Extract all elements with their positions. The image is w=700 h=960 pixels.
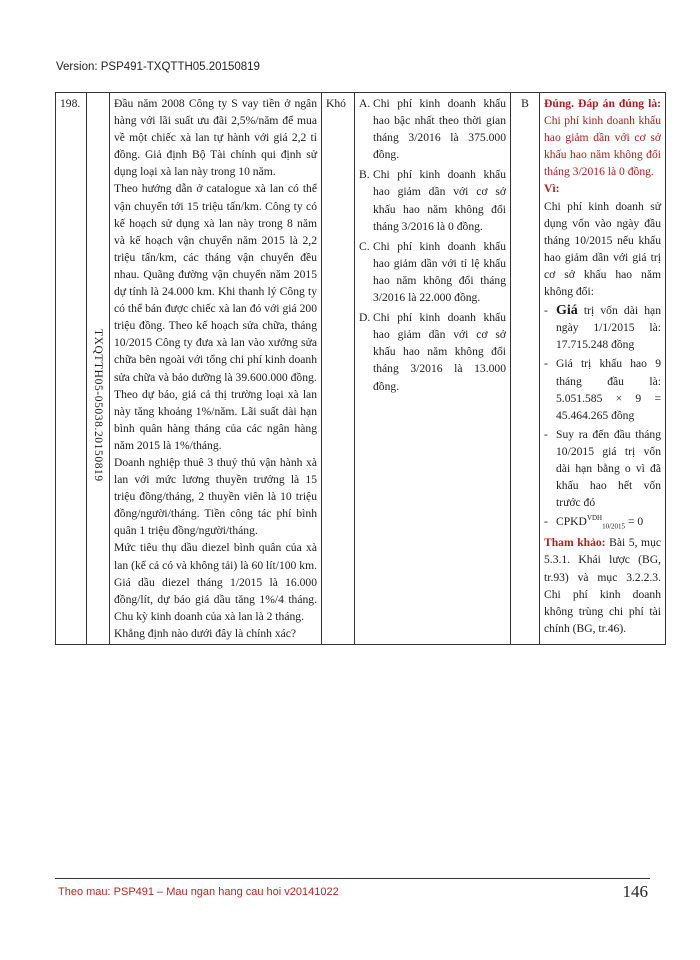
formula-sub: 10/2015 xyxy=(602,522,626,531)
explanation xyxy=(540,93,666,645)
question-number: 198. xyxy=(56,93,87,645)
correct-statement xyxy=(544,95,661,180)
formula-sup: VDH xyxy=(586,514,603,523)
question-paragraph: Mức tiêu thụ dầu diezel bình quân của xà lan (kể cả có và không tải) là 60 lít/100 km. Giá dầu diezel tháng 1/2015 là 16.000 đồng/lít, dự báo giá dầu tăng 1%/4 tháng. Chu kỳ kinh doanh của xà lan là 2 tháng. xyxy=(114,541,317,623)
correct-answer: B xyxy=(511,93,540,645)
correct-text: Chi phí kinh doanh khấu hao giảm dần với cơ sở khấu hao năm không đổi tháng 3/2016 là 0 đồng. xyxy=(544,114,661,179)
reason-label: Vì: xyxy=(544,182,560,196)
page-number: 146 xyxy=(622,882,648,901)
option-letter: D. xyxy=(359,311,371,325)
option-d xyxy=(359,309,506,394)
reference-text: Bài 5, mục 5.3.1. Khái lược (BG, tr.93) và mục 3.2.2.3. Chi phí kinh doanh không trùng chi phí tài chính (BG, tr.46). xyxy=(544,536,662,635)
question-text xyxy=(110,93,322,645)
reference xyxy=(544,534,661,637)
question-table xyxy=(55,92,666,645)
question-paragraph: Đầu năm 2008 Công ty S vay tiền ở ngân hàng với lãi suất ưu đãi 2,5%/năm để mua về một chiếc xà lan tự hành với giá 2,2 tỉ đồng. Giả định Bộ Tài chính qui định sử dụng loại xà lan này trong 10 năm. xyxy=(114,97,317,179)
option-a xyxy=(359,95,506,163)
option-text: Chi phí kinh doanh khấu hao giảm dần với tỉ lệ khấu hao năm không đổi tháng 3/2016 là 22.000 đồng. xyxy=(373,239,506,305)
option-b xyxy=(359,166,506,234)
option-letter: B. xyxy=(359,168,370,182)
bullet-text: Suy ra đến đầu tháng 10/2015 giá trị vốn dài hạn bằng o vì đã khấu hao hết vốn trước đó xyxy=(556,427,661,510)
reason-text: Chi phí kinh doanh sử dụng vốn vào ngày đầu tháng 10/2015 nếu khấu hao giảm dần với giá trị cơ sở khấu hao năm không đổi: xyxy=(544,199,661,299)
bullet-text: trị vốn dài hạn ngày 1/1/2015 là: 17.715.248 đồng xyxy=(556,304,661,352)
bullet-item: - Giá trị vốn dài hạn ngày 1/1/2015 là: 17.715.248 đồng xyxy=(544,303,661,352)
bullet-text: Giá trị khấu hao 9 tháng đầu là: 5.051.585 × 9 = 45.464.265 đồng xyxy=(556,357,661,422)
option-letter: C. xyxy=(359,239,370,253)
option-text: Chi phí kinh doanh khấu hao giảm dần với cơ sở khấu hao năm không đổi tháng 3/2016 là 0 đồng. xyxy=(373,168,506,233)
bullet-item: - Giá trị khấu hao 9 tháng đầu là: 5.051.585 × 9 = 45.464.265 đồng xyxy=(544,355,661,423)
question-code-cell xyxy=(87,93,110,645)
option-text: Chi phí kinh doanh khấu hao giảm dần với cơ sở khấu hao năm không đổi tháng 3/2016 là 13.000 đồng. xyxy=(373,311,506,393)
correct-label: Đúng. Đáp án đúng là: xyxy=(544,97,661,110)
option-c xyxy=(359,238,506,306)
reference-label: Tham khảo: xyxy=(544,536,606,550)
difficulty-level: Khó xyxy=(322,93,355,645)
version-label: Version: PSP491-TXQTTH05.20150819 xyxy=(56,61,260,73)
option-text: Chi phí kinh doanh khấu hao bậc nhất theo thời gian tháng 3/2016 là 375.000 đồng. xyxy=(373,97,506,162)
bullet-item: - Suy ra đến đầu tháng 10/2015 giá trị vốn dài hạn bằng o vì đã khấu hao hết vốn trước đó xyxy=(544,426,661,511)
question-paragraph: Theo hướng dẫn ở catalogue xà lan có thể vận chuyển tới 15 triệu tấn/km. Công ty có kế hoạch sử dụng xà lan này trong 8 năm và kế hoạch vận chuyển năm 2015 là 2,2 triệu tấn/km, các tháng vận chuyển đều nhau. Quãng đường vận chuyển năm 2015 dự tính là 24.000 km. Khi thanh lý Công ty có thể bán được chiếc xà lan đó với giá 200 triệu đồng. Theo kế hoạch sửa chữa, tháng 10/2015 Công ty đưa xà lan vào xưởng sửa chữa bên ngoài với tổng chi phí kinh doanh sửa chữa và bảo dưỡng là 39.600.000 đồng. xyxy=(114,182,317,384)
footer-template-label: Theo mau: PSP491 – Mau ngan hang cau hoi v20141022 xyxy=(58,886,339,898)
question-code: TXQTTH05-05038.20150819 xyxy=(92,329,105,482)
question-prompt: Khẳng định nào dưới đây là chính xác? xyxy=(114,626,297,640)
option-letter: A. xyxy=(359,97,371,110)
bullet-head: Giá xyxy=(556,303,578,319)
question-paragraph: Theo dự báo, giá cả thị trường loại xà lan này tăng khoảng 1%/năm. Lãi suất dài hạn bình quân hàng tháng của các ngân hàng năm 2015 là 1%/tháng. xyxy=(114,387,317,452)
table-row xyxy=(56,93,666,645)
formula-tail: = 0 xyxy=(625,515,644,529)
footer-divider xyxy=(55,878,650,879)
formula-main: CPKD xyxy=(556,515,587,529)
bullet-item: - $CPKD^{VDH}_{10/2015} = 0$ xyxy=(544,514,644,531)
answer-options xyxy=(355,93,511,645)
question-paragraph: Doanh nghiệp thuê 3 thuỷ thủ vận hành xà lan với mức lương thuyền trưởng là 15 triệu đồng/tháng, 2 thuyền viên là 10 triệu đồng/người/tháng. Tiền công tác phí bình quân 1 triệu đồng/người/tháng. xyxy=(114,455,317,538)
